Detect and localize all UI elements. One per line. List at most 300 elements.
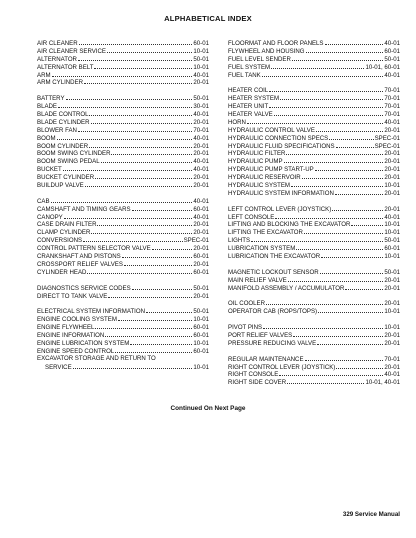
dot-leader [336,363,383,369]
index-entry [37,347,209,355]
index-entry [37,39,209,47]
index-entry-page: 70-01 [384,111,400,119]
dot-leader [111,149,192,155]
dot-leader [105,331,192,337]
index-entry-page: 20-01 [193,118,209,126]
index-entry-page: 60-01 [384,245,400,253]
index-entry [228,102,400,110]
index-entry-page: 40-01 [193,213,209,221]
dot-leader [130,339,192,345]
index-entry-name: FLOORMAT AND FLOOR PANELS [228,40,324,47]
dot-leader [335,189,384,195]
index-entry-name: ALTERNATOR [37,55,77,63]
dot-leader [269,86,383,92]
index-entry-page: 40-01 [384,71,400,79]
index-entry-name: DIRECT TO TANK VALVE [37,292,108,300]
index-entry-page: SPEC-01 [374,142,400,150]
dot-leader [85,181,193,187]
index-entry [37,94,209,102]
index-entry-name: BLADE CONTROL [37,111,89,119]
index-entry-page: 40-01 [384,371,400,379]
index-entry-page: 40-01 [384,213,400,221]
index-entry-page: 10-01 [384,253,400,261]
dot-leader [91,118,193,124]
index-entry-name: HYDRAULIC SYSTEM INFORMATION [228,189,334,197]
dot-leader [306,47,384,53]
index-entry-name: RIGHT CONTROL LEVER (JOYSTICK) [228,363,336,371]
dot-leader [52,71,193,77]
index-entry-name: HYDRAULIC CONTROL VALVE [228,126,315,134]
index-entry-name: PRESSURE REDUCING VALVE [228,339,317,347]
index-entry-name: LEFT CONTROL LEVER (JOYSTICK) [228,205,332,213]
index-entry-name: LUBRICATION THE EXCAVATOR [228,253,321,261]
index-entry [228,189,400,197]
index-entry-page: 20-01 [384,189,400,197]
dot-leader [146,307,192,313]
dot-leader [315,165,384,171]
index-entry [228,142,400,150]
index-entry-page: 60-01 [193,205,209,213]
section-gap [228,347,400,355]
dot-leader [132,205,193,211]
index-entry [228,228,400,236]
index-entry [228,323,400,331]
index-entry-name: BOOM SWING CYLINDER [37,150,111,158]
index-entry-page: 70-01 [384,103,400,111]
dot-leader [325,39,384,45]
index-entry-page: 50-01 [193,95,209,103]
index-entry [228,355,400,363]
index-entry-page: 10-01 [384,324,400,332]
index-entry-name: AIR CLEANER [37,40,78,47]
dot-leader [336,142,374,148]
index-entry-name: CRANKSHAFT AND PISTONS [37,253,121,261]
index-entry-page: SPEC-01 [374,134,400,142]
index-entry-page: 20-01 [384,174,400,182]
index-entry-name: ENGINE FLYWHEEL [37,324,95,332]
index-entry [228,149,400,157]
index-entry-name: MAGNETIC LOCKOUT SENSOR [228,268,319,276]
dot-leader [288,276,384,282]
manual-footer: 329 Service Manual [342,511,400,518]
index-entry-name: HYDRAULIC RESERVOIR [228,174,301,182]
dot-leader [329,134,373,140]
index-entry-name: DIAGNOSTICS SERVICE CODES [37,284,131,292]
index-entry-name: MANIFOLD ASSEMBLY / ACCUMULATOR [228,284,345,292]
index-entry-name: ARM CYLINDER [37,79,84,87]
index-entry [228,268,400,276]
index-entry [37,78,209,86]
index-entry [37,307,209,315]
index-entry-name: HYDRAULIC SYSTEM [228,182,290,190]
index-entry-page: 40-01 [384,118,400,126]
dot-leader [291,181,383,187]
index-entry [37,323,209,331]
index-entry-name: OIL COOLER [228,300,266,308]
index-entry-page: 70-01 [384,355,400,363]
index-entry-page: 70-01 [384,87,400,95]
index-entry-page: 60-01 [384,47,400,55]
index-entry-name: ARM [37,71,51,79]
dot-leader [302,173,384,179]
index-entry-name: HYDRAULIC FLUID SPECIFICATIONS [228,142,335,150]
dot-leader [318,307,383,313]
index-entry-name: PIVOT PINS [228,324,263,332]
index-entry-page: 20-01 [384,205,400,213]
index-entry-name: BLOWER FAN [37,126,77,134]
index-entry-page: 50-01 [193,284,209,292]
index-entry [37,197,209,205]
index-entry-page: 30-01 [193,103,209,111]
dot-leader [279,370,383,376]
index-entry-page: 60-01 [193,40,209,47]
index-entry [37,315,209,323]
index-entry-name: BLADE CYLINDER [37,118,90,126]
index-entry-name: ELECTRICAL SYSTEM INFORMATION [37,308,146,316]
index-entry-name: HEATER SYSTEM [228,95,280,103]
index-entry-name: ENGINE COOLING SYSTEM [37,316,117,324]
index-entry-page: 40-01 [193,134,209,142]
section-gap [37,299,209,307]
continued-note: Continued On Next Page [170,405,246,412]
index-entry-name: CANOPY [37,213,63,221]
index-entry-name: HYDRAULIC PUMP START-UP [228,166,314,174]
section-gap [37,86,209,94]
index-column-right [228,39,400,386]
index-entry [228,236,400,244]
index-entry-name: FUEL SYSTEM [228,63,271,71]
dot-leader [101,157,193,163]
index-entry-page: 20-01 [384,363,400,371]
dot-leader [51,197,193,203]
index-entry-page: 50-01 [384,268,400,276]
index-entry-name: HYDRAULIC CONNECTION SPECS [228,134,329,142]
index-entry-page: 50-01 [193,55,209,63]
index-entry-page: 50-01 [384,237,400,245]
dot-leader [66,94,193,100]
index-entry-page: 50-01 [193,308,209,316]
index-entry [228,252,400,260]
dot-leader [91,228,192,234]
index-entry-name: BUILDUP VALVE [37,182,84,190]
index-entry-page: 10-01 [384,221,400,229]
dot-leader [124,260,193,266]
dot-leader [64,213,193,219]
index-entry-page: 20-01 [193,150,209,158]
index-entry-page: 10-01 [384,308,400,316]
index-entry-name: CLAMP CYLINDER [37,229,91,237]
index-entry-name: HEATER COIL [228,87,269,95]
index-entry [37,339,209,347]
index-entry-name: FUEL TANK [228,71,261,79]
index-entry-name: HYDRAULIC FILTER [228,150,286,158]
section-gap [228,315,400,323]
index-entry [228,363,400,371]
index-entry-page: 20-01 [384,300,400,308]
dot-leader [79,39,193,45]
index-entry-name: BATTERY [37,95,65,103]
index-entry-page: 20-01 [193,182,209,190]
index-entry [37,292,209,300]
index-entry-name: HEATER UNIT [228,103,269,111]
index-entry-page: 20-01 [193,229,209,237]
index-entry-page: 50-01 [384,55,400,63]
section-gap [228,260,400,268]
dot-leader [292,55,384,61]
index-entry-page: 20-01 [193,79,209,87]
index-entry-page: 10-01 [384,229,400,237]
index-entry-name: OPERATOR CAB (ROPS/TOPS) [228,308,318,316]
dot-leader [95,173,192,179]
dot-leader [84,78,192,84]
index-entry-name: HORN [228,118,246,126]
dot-leader [271,63,364,69]
index-entry-page: 40-01 [193,158,209,166]
index-entry [228,205,400,213]
dot-leader [78,126,192,132]
dot-leader [263,323,383,329]
index-entry-page: 20-01 [384,126,400,134]
index-entry [37,268,209,276]
dot-leader [317,339,383,345]
index-entry-page: 10-01 [384,182,400,190]
index-entry [228,307,400,315]
index-entry [37,102,209,110]
index-entry [228,165,400,173]
dot-leader [63,165,193,171]
index-entry-page: 20-01 [193,174,209,182]
dot-leader [304,228,383,234]
index-entry [37,236,209,244]
index-entry-name: ENGINE INFORMATION [37,331,105,339]
dot-leader [73,363,193,369]
index-entry-name: RIGHT SIDE COVER [228,379,287,387]
index-entry [228,220,400,228]
dot-leader [108,292,192,298]
index-entry [228,118,400,126]
index-entry-page: 10-01, 40-01 [365,379,400,387]
index-entry [228,339,400,347]
dot-leader [132,284,193,290]
index-entry [37,47,209,55]
index-entry-name: CAMSHAFT AND TIMING GEARS [37,205,131,213]
index-entry [37,331,209,339]
index-entry-name: REGULAR MAINTENANCE [228,355,304,363]
section-gap [228,78,400,86]
dot-leader [87,268,192,274]
index-entry-page: 10-01, 60-01 [365,63,400,71]
index-entry-name: LIFTING THE EXCAVATOR [228,229,303,237]
index-entry [37,228,209,236]
index-entry [37,157,209,165]
dot-leader [78,55,192,61]
dot-leader [83,236,183,242]
index-entry-page: 70-01 [384,95,400,103]
index-entry [37,205,209,213]
index-entry-page: 60-01 [193,268,209,276]
index-entry [37,55,209,63]
dot-leader [266,299,383,305]
index-entry [228,55,400,63]
section-gap [228,197,400,205]
index-entry-name: AIR CLEANER SERVICE [37,47,106,55]
index-entry-name: ALTERNATOR BELT [37,63,94,71]
index-entry [228,284,400,292]
index-entry-name: FUEL LEVEL SENDER [228,55,291,63]
index-entry-page: 20-01 [384,339,400,347]
index-entry [37,165,209,173]
index-entry [228,94,400,102]
dot-leader [320,268,384,274]
index-entry-page: 20-01 [193,142,209,150]
dot-leader [115,347,192,353]
index-entry-page: 10-01 [193,63,209,71]
dot-leader [122,252,193,258]
dot-leader [251,236,383,242]
dot-leader [58,102,192,108]
index-entry [228,157,400,165]
index-entry-page: 20-01 [384,158,400,166]
index-entry-name: CONVERSIONS [37,237,83,245]
index-column-left [37,39,209,370]
index-entry-name: BOOM CYLINDER [37,142,89,150]
index-entry [37,252,209,260]
index-entry-name: LUBRICATION SYSTEM [228,245,296,253]
index-entry-name: CYLINDER HEAD [37,268,87,276]
index-entry-name: LIGHTS [228,237,251,245]
index-entry [37,173,209,181]
dot-leader [107,47,192,53]
index-entry [228,331,400,339]
index-entry-page: 20-01 [193,260,209,268]
index-entry-page: 10-01 [193,316,209,324]
index-entry-page: 60-01 [193,253,209,261]
index-entry [37,126,209,134]
index-entry [228,110,400,118]
index-entry-page: 40-01 [193,197,209,205]
dot-leader [284,157,384,163]
dot-leader [269,102,383,108]
section-gap [37,276,209,284]
dot-leader [280,94,383,100]
dot-leader [94,63,192,69]
index-entry-name: EXCAVATOR STORAGE AND RETURN TO [37,354,156,362]
index-entry-name: ENGINE LUBRICATION SYSTEM [37,339,130,347]
index-entry [37,110,209,118]
index-entry [228,86,400,94]
index-entry [228,126,400,134]
index-entry-page: 10-01 [193,47,209,55]
index-entry-page: 20-01 [384,150,400,158]
index-entry-name: ENGINE SPEED CONTROL [37,347,115,355]
index-entry-name: CAB [37,197,50,205]
dot-leader [89,110,192,116]
index-entry-page: 40-01 [193,111,209,119]
dot-leader [293,331,383,337]
dot-leader [262,71,384,77]
index-entry [228,39,400,47]
index-entry-page: 60-01 [193,331,209,339]
index-entry-page: 40-01 [193,166,209,174]
dot-leader [95,323,192,329]
dot-leader [351,220,383,226]
index-entry [228,244,400,252]
index-entry-name: FLYWHEEL AND HOUSING [228,47,305,55]
index-entry [228,276,400,284]
index-entry [37,355,209,363]
dot-leader [296,244,383,250]
index-entry-page: 20-01 [384,166,400,174]
dot-leader [274,110,384,116]
index-entry-page: 20-01 [193,221,209,229]
dot-leader [57,134,193,140]
index-entry [37,244,209,252]
dot-leader [321,252,383,258]
index-entry [37,149,209,157]
index-entry-name: HEATER VALVE [228,111,273,119]
index-entry-name: LEFT CONSOLE [228,213,275,221]
index-entry-page: 10-01 [193,363,209,371]
dot-leader [332,205,383,211]
index-entry-name: BUCKET [37,166,62,174]
dot-leader [118,315,192,321]
index-entry-page: 60-01 [193,324,209,332]
index-entry [228,181,400,189]
index-entry-name: MAIN RELIEF VALVE [228,276,287,284]
dot-leader [316,126,383,132]
index-entry-page: 10-01 [193,339,209,347]
index-entry [228,378,400,386]
dot-leader [89,142,192,148]
index-entry [37,134,209,142]
index-entry [37,71,209,79]
index-entry-page: 40-01 [384,40,400,47]
index-entry [37,181,209,189]
section-gap [228,292,400,300]
dot-leader [305,355,384,361]
index-entry [37,213,209,221]
page-title: ALPHABETICAL INDEX [164,14,252,23]
index-entry-page: 20-01 [384,331,400,339]
index-entry-page: SPEC-01 [183,237,209,245]
index-entry-page: 70-01 [193,126,209,134]
index-entry [37,284,209,292]
index-entry [37,118,209,126]
dot-leader [97,220,192,226]
index-entry [228,134,400,142]
index-entry-page: 20-01 [193,292,209,300]
index-entry [228,47,400,55]
index-entry-name: BUCKET CYLINDER [37,174,95,182]
index-entry-name: CASE DRAIN FILTER [37,221,97,229]
index-entry-name: BLADE [37,103,57,111]
index-entry-page: 20-01 [384,276,400,284]
dot-leader [286,149,383,155]
index-entry [37,363,209,371]
section-gap [37,189,209,197]
index-entry-page: 60-01 [193,347,209,355]
index-entry [37,260,209,268]
index-entry [228,370,400,378]
index-entry-name: RIGHT CONSOLE [228,371,279,379]
index-entry [228,299,400,307]
index-entry-name: PORT RELIEF VALVES [228,331,293,339]
index-entry [228,63,400,71]
index-entry [37,63,209,71]
index-entry-name: BOOM [37,134,56,142]
index-entry-page: 20-01 [193,245,209,253]
dot-leader [345,284,383,290]
